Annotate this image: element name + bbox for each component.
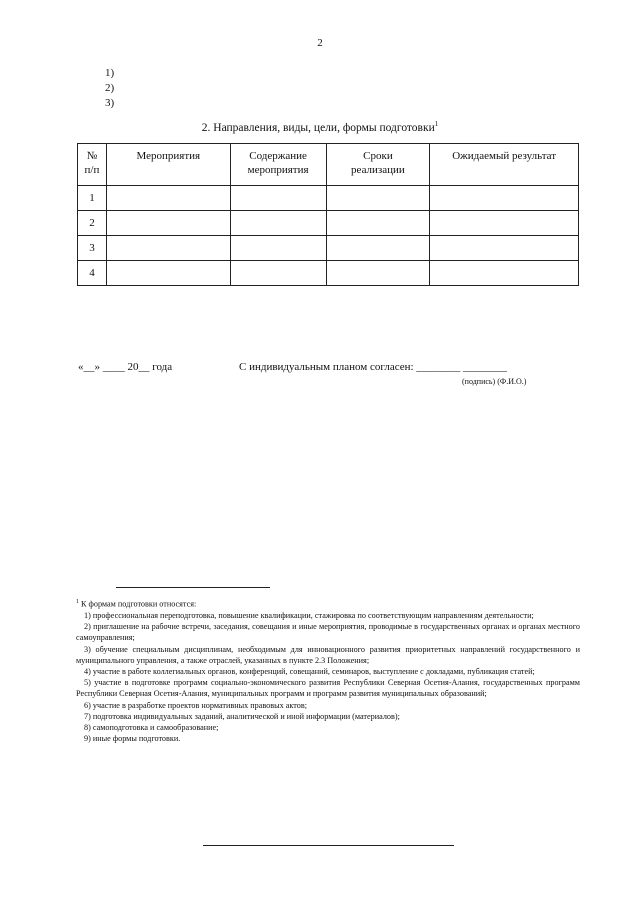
list-item: 1) [105, 67, 115, 79]
row-number: 4 [78, 261, 107, 286]
list-item: 2) [105, 82, 115, 94]
header-events: Мероприятия [106, 144, 230, 186]
header-number: № п/п [78, 144, 107, 186]
row-number: 1 [78, 186, 107, 211]
list-item: 3) [105, 97, 115, 109]
plan-table [77, 143, 579, 286]
agreement-line: С индивидуальным планом согласен: ________ ________ [239, 361, 508, 373]
table-cell [106, 236, 230, 261]
table-cell [106, 211, 230, 236]
table-cell [106, 261, 230, 286]
footnote-item: 3) обучение специальным дисциплинам, необходимым для инновационного развития приоритетных направлений государственного и муниципального управления, а также отраслей, указанных в пункте 2.3 Положения; [76, 644, 580, 665]
table-cell [106, 186, 230, 211]
table-cell [230, 211, 326, 236]
header-content: Содержание мероприятия [230, 144, 326, 186]
header-deadlines: Сроки реализации [326, 144, 430, 186]
footnote-mark: 1 [434, 120, 439, 128]
header-result: Ожидаемый результат [430, 144, 579, 186]
table-cell [326, 211, 430, 236]
footnote-item: 8) самоподготовка и самообразование; [84, 722, 219, 732]
row-number: 3 [78, 236, 107, 261]
table-row [78, 261, 579, 286]
table-cell [230, 186, 326, 211]
table-cell [430, 186, 579, 211]
section-title-text: 2. Направления, виды, цели, формы подготовки [201, 121, 435, 134]
footnotes [76, 597, 580, 744]
table-cell [230, 236, 326, 261]
footnote-item: 1) профессиональная переподготовка, повышение квалификации, стажировка по соответствующим направлениям деятельности; [84, 610, 534, 620]
section-title [0, 120, 640, 134]
bottom-rule [203, 845, 454, 846]
table-row [78, 236, 579, 261]
footnote-item: 5) участие в подготовке программ социально-экономического развития Республики Северная Осетия-Алания, государственных программ Республики Северная Осетия-Алания, муниципальных программ и программ развития муниципальных образований; [76, 678, 580, 699]
table-cell [326, 236, 430, 261]
footnote-mark: 1 [76, 599, 79, 605]
footnote-separator [116, 587, 270, 588]
signature-sublabels: (подпись) (Ф.И.О.) [462, 377, 527, 386]
table-cell [430, 236, 579, 261]
table-cell [230, 261, 326, 286]
footnote-item: 9) иные формы подготовки. [84, 734, 181, 744]
table-cell [430, 211, 579, 236]
numbered-list [105, 66, 114, 111]
table-cell [326, 261, 430, 286]
row-number: 2 [78, 211, 107, 236]
page-number: 2 [317, 37, 323, 49]
footnote-item: 2) приглашение на рабочие встречи, заседания, совещания и иные мероприятия, проводимые в государственных органах и органах местного самоуправления; [76, 622, 580, 643]
footnote-intro: $^1$ К формам подготовки относятся: [76, 599, 197, 609]
table-cell [430, 261, 579, 286]
table-row [78, 211, 579, 236]
table-header-row [78, 144, 579, 186]
table-cell [326, 186, 430, 211]
date-line: «__» ____ 20__ года [78, 361, 173, 373]
table-row [78, 186, 579, 211]
footnote-item: 4) участие в работе коллегиальных органов, конференций, совещаний, семинаров, выступление с докладами, публикация статей; [84, 666, 535, 676]
footnote-item: 7) подготовка индивидуальных заданий, аналитической и иной информации (материалов); [84, 711, 400, 721]
footnote-item: 6) участие в разработке проектов нормативных правовых актов; [84, 700, 307, 710]
